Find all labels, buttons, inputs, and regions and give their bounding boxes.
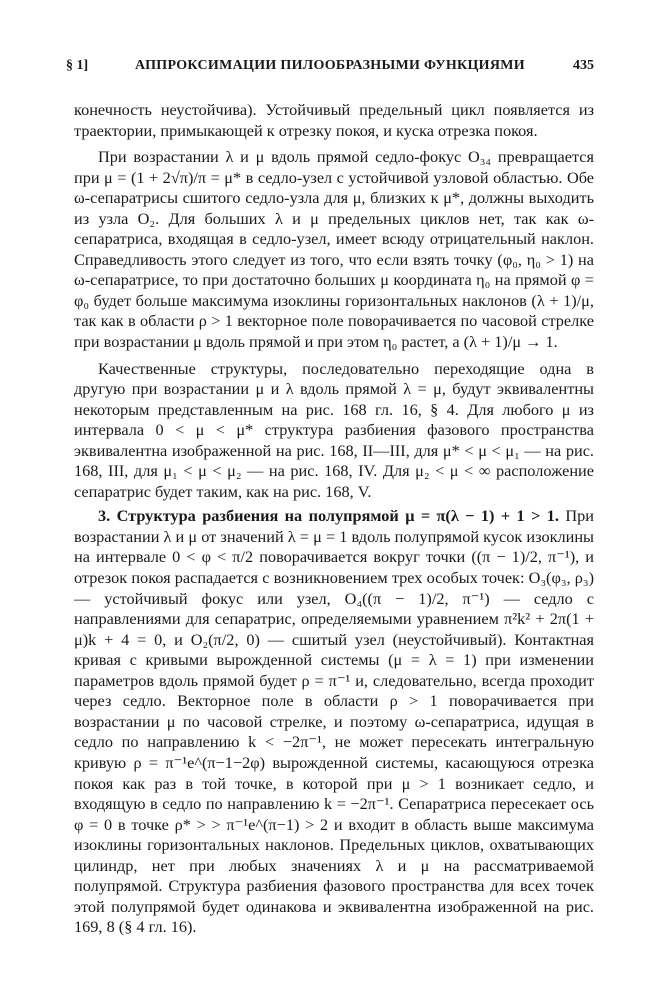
running-header: [66, 58, 594, 80]
section-3-heading: 3. Структура разбиения на полупрямой μ = π(λ − 1) + 1 > 1.: [98, 506, 559, 526]
header-title: АППРОКСИМАЦИИ ПИЛООБРАЗНЫМИ ФУНКЦИЯМИ: [135, 58, 525, 73]
header-section-ref: § 1]: [66, 58, 89, 73]
paragraph-continuation: конечность неустойчива). Устойчивый предельный цикл появляется из траектории, примыкающей к отрезку покоя, и куска отрезка покоя.: [74, 100, 594, 140]
paragraph: При возрастании λ и μ вдоль прямой седло-фокус O₃₄ превращается при μ = (1 + 2√π)/π = μ* в седло-узел с устойчивой узловой областью. Обе ω-сепаратрисы сшитого седло-узла для μ, близких к μ*, должны выходить из узла O₂. Для больших λ и μ предельных циклов нет, так как ω-сепаратриса, входящая в седло-узел, имеет всюду отрицательный наклон. Справедливость этого следует из того, что если взять точку (φ₀, η₀ > 1) на ω-сепаратрисе, то при достаточно больших μ координата η₀ на прямой φ = φ₀ будет больше максимума изоклины горизонтальных наклонов (λ + 1)/μ, так как в области ρ > 1 векторное поле поворачивается по часовой стрелке при возрастании μ вдоль прямой и при этом η₀ растет, а (λ + 1)/μ → 1.: [74, 147, 594, 352]
page-number: 435: [573, 58, 594, 73]
section-3-paragraph: [74, 506, 594, 937]
paragraph: Качественные структуры, последовательно переходящие одна в другую при возрастании μ и λ вдоль прямой λ = μ, будут эквивалентны некоторым представленным на рис. 168 гл. 16, § 4. Для любого μ из интервала 0 < μ < μ* структура разбиения фазового пространства эквивалентна изображенной на рис. 168, II—III, для μ* < μ < μ₁ — на рис. 168, III, для μ₁ < μ < μ₂ — на рис. 168, IV. Для μ₂ < μ < ∞ расположение сепаратрис будет таким, как на рис. 168, V.: [74, 358, 594, 501]
section-3-text: При возрастании λ и μ от значений λ = μ = 1 вдоль полупрямой кусок изоклины на интервале 0 < φ < π/2 поворачивается вокруг точки ((π − 1)/2, π⁻¹), и отрезок покоя распадается с возникновением трех особых точек: O₃(φ₃, ρ₃) — устойчивый фокус или узел, O₄((π − 1)/2, π⁻¹) — седло с направлениями для сепаратрис, определяемыми уравнением π²k² + 2π(1 + μ)k + 4 = 0, и O₂(π/2, 0) — сшитый узел (неустойчивый). Контактная кривая с кривыми вырожденной системы (μ = λ = 1) при изменении параметров вдоль прямой будет ρ = π⁻¹ и, следовательно, всегда проходит через седло. Векторное поле в области ρ > 1 поворачивается при возрастании μ по часовой стрелке, и поэтому ω-сепаратриса, идущая в седло по направлению k < −2π⁻¹, не может пересекать интегральную кривую ρ = π⁻¹e^(π−1−2φ) вырожденной системы, касающуюся отрезка покоя как раз в той точке, в которой при μ > 1 возникает седло, и входящую в седло по направлению k = −2π⁻¹. Сепаратриса пересекает ось φ = 0 в точке ρ* > > π⁻¹e^(π−1) > 2 и входит в область выше максимума изоклины горизонтальных наклонов. Предельных циклов, охватывающих цилиндр, нет при любых значениях λ и μ на рассматриваемой полупрямой. Структура разбиения фазового пространства для всех точек этой полупрямой будет одинакова и эквивалентна изображенной на рис. 169, 8 (§ 4 гл. 16).: [74, 506, 594, 937]
page-body: [74, 100, 594, 938]
